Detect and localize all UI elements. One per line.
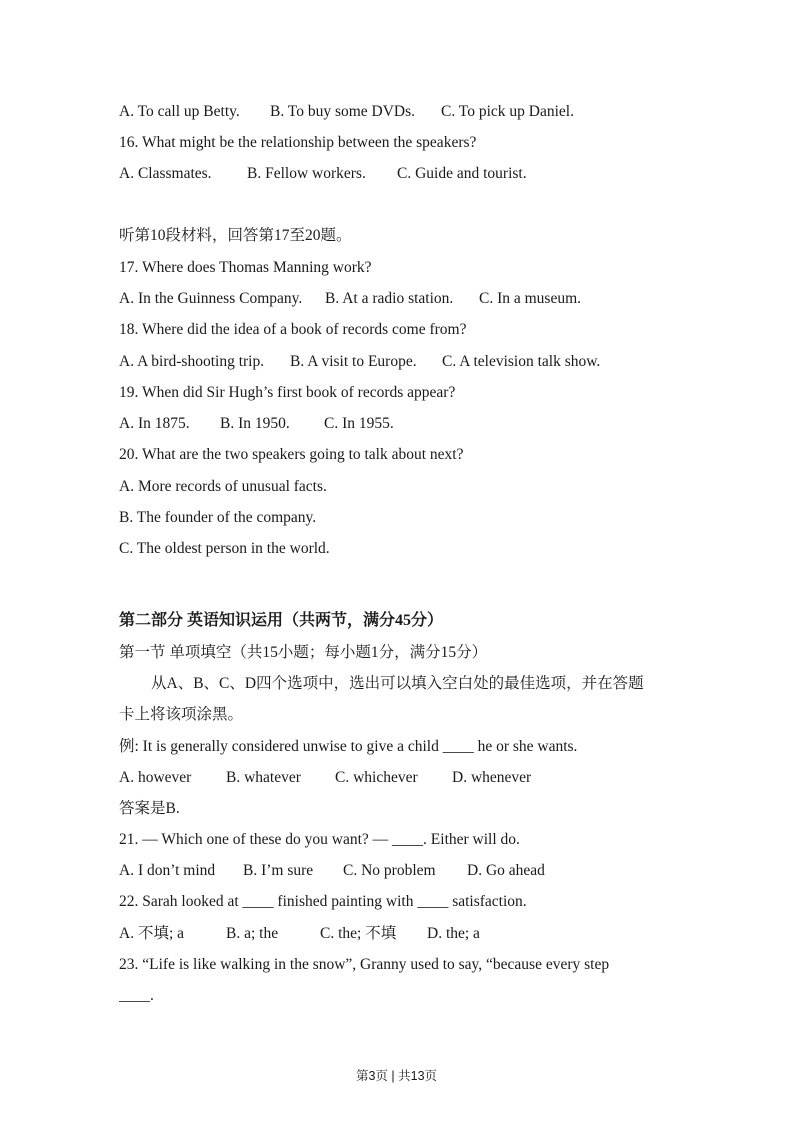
q17-options (119, 289, 753, 309)
page-footer: 第3页 | 共13页 (355, 1069, 438, 1083)
q21-option-b: B. I’m sure (243, 862, 314, 879)
q19-option-a: A. In 1875. (119, 415, 190, 432)
q22-option-c: C. the; 不填 (320, 925, 397, 942)
q19-option-c: C. In 1955. (324, 415, 394, 432)
example-option-d: D. whenever (452, 769, 532, 786)
q19-stem: 19. When did Sir Hugh’s first book of records appear? (119, 384, 456, 401)
q17-option-a: A. In the Guinness Company. (119, 290, 303, 307)
example-answer: 答案是B. (119, 800, 180, 817)
q16-option-a: A. Classmates. (119, 165, 212, 182)
example-stem: 例: It is generally considered unwise to give a child ____ he or she wants. (119, 738, 578, 755)
q16-option-c: C. Guide and tourist. (397, 165, 527, 182)
instruction-line-1: 从A、B、C、D四个选项中，选出可以填入空白处的最佳选项，并在答题 (151, 675, 644, 692)
q20-stem: 20. What are the two speakers going to talk about next? (119, 446, 464, 463)
q20-option-c: C. The oldest person in the world. (119, 540, 330, 557)
q23-stem: 23. “Life is like walking in the snow”, Granny used to say, “because every step (119, 956, 610, 973)
q20-option-a: A. More records of unusual facts. (119, 478, 327, 495)
example-option-b: B. whatever (226, 769, 301, 786)
q22-options (119, 924, 753, 944)
q15-option-c: C. To pick up Daniel. (441, 103, 574, 120)
example-option-c: C. whichever (335, 769, 418, 786)
q15-option-a: A. To call up Betty. (119, 103, 240, 120)
q23-continuation: ____. (119, 987, 154, 1004)
q21-option-d: D. Go ahead (467, 862, 545, 879)
q21-option-c: C. No problem (343, 862, 436, 879)
q16-options (119, 164, 753, 184)
section-10-heading: 听第10段材料，回答第17至20题。 (119, 227, 352, 244)
q22-option-a: A. 不填; a (119, 925, 185, 942)
example-options (119, 768, 753, 788)
q20-option-b: B. The founder of the company. (119, 509, 317, 526)
q18-option-c: C. A television talk show. (442, 353, 601, 370)
q16-option-b: B. Fellow workers. (247, 165, 366, 182)
q17-option-c: C. In a museum. (479, 290, 582, 307)
instruction-line-2: 卡上将该项涂黑。 (119, 706, 244, 723)
q21-options (119, 861, 753, 881)
q17-stem: 17. Where does Thomas Manning work? (119, 259, 372, 276)
q15-option-b: B. To buy some DVDs. (270, 103, 416, 120)
q22-option-d: D. the; a (427, 925, 480, 942)
q19-options (119, 414, 753, 434)
q15-options (119, 102, 753, 122)
q18-option-a: A. A bird-shooting trip. (119, 353, 265, 370)
q18-options (119, 352, 753, 372)
q21-option-a: A. I don’t mind (119, 862, 216, 879)
q18-stem: 18. Where did the idea of a book of records come from? (119, 321, 467, 338)
q21-stem: 21. — Which one of these do you want? — ____. Either will do. (119, 831, 520, 848)
q19-option-b: B. In 1950. (220, 415, 290, 432)
q22-stem: 22. Sarah looked at ____ finished painting with ____ satisfaction. (119, 893, 527, 910)
part-2-title: 第二部分 英语知识运用（共两节，满分45分） (119, 612, 444, 629)
example-option-a: A. however (119, 769, 192, 786)
section-1-title: 第一节 单项填空（共15小题；每小题1分，满分15分） (119, 644, 488, 661)
q17-option-b: B. At a radio station. (325, 290, 454, 307)
q22-option-b: B. a; the (226, 925, 279, 942)
q16-stem: 16. What might be the relationship between the speakers? (119, 134, 477, 151)
q18-option-b: B. A visit to Europe. (290, 353, 417, 370)
